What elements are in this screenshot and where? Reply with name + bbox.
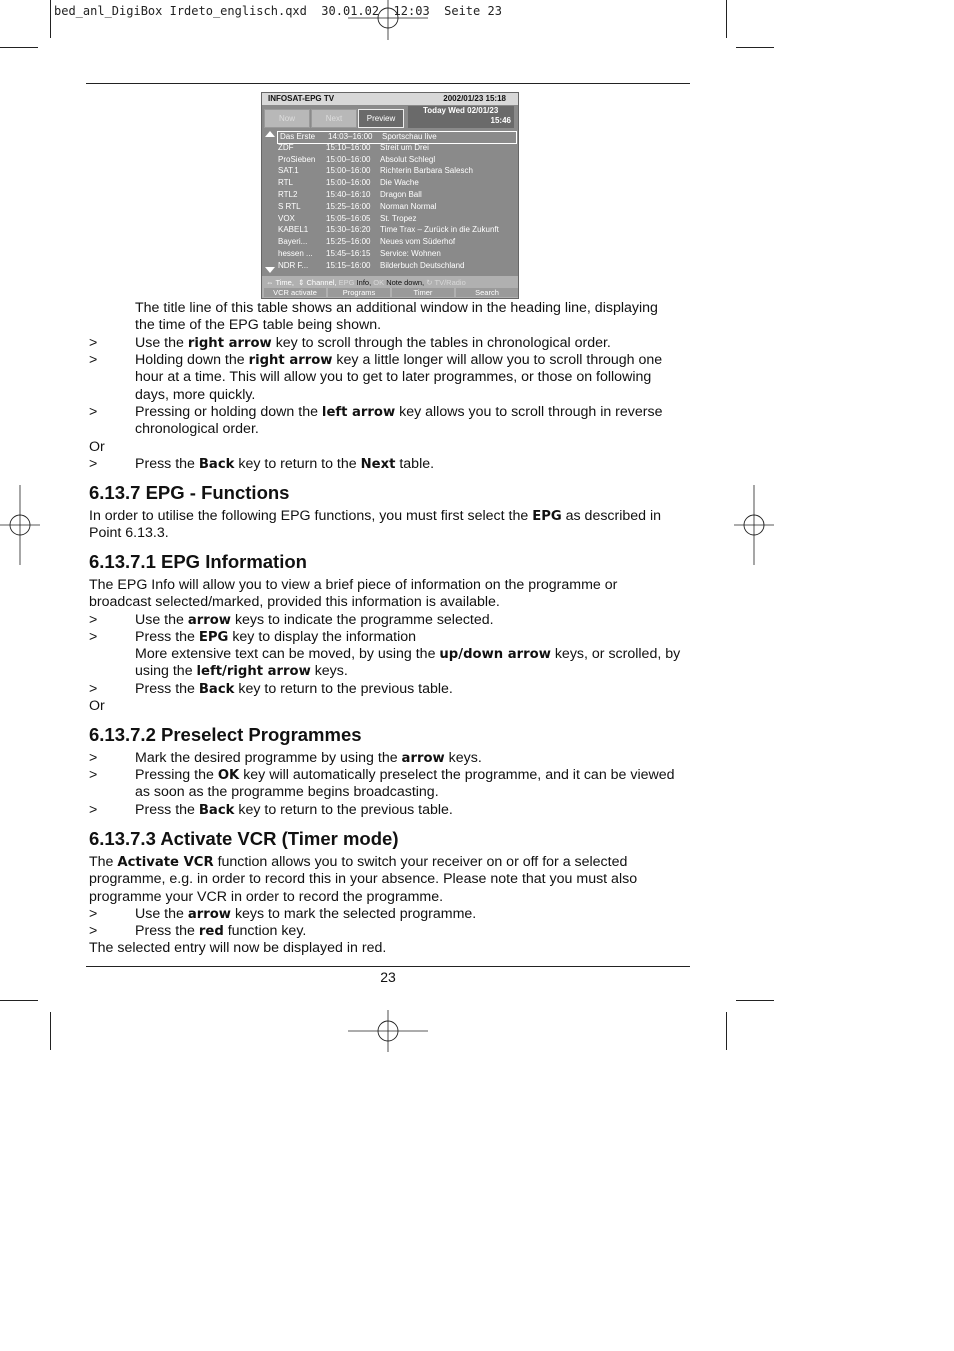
epg-channel-name: KABEL1 — [278, 225, 309, 235]
bullet-text: Press the EPG key to display the information — [135, 629, 417, 645]
file-slug: bed_anl_DigiBox Irdeto_englisch.qxd 30.01.02 12:03 Seite 23 — [54, 4, 502, 18]
epg-channel-name: RTL — [278, 178, 293, 188]
bullet: > — [89, 335, 98, 351]
or-text: Or — [89, 439, 105, 455]
bullet-text: Press the Back key to return to the previous table. — [135, 802, 453, 818]
epg-programme-title: Streit um Drei — [380, 142, 429, 152]
registration-mark-top — [348, 0, 428, 40]
epg-programme-title: Richterin Barbara Salesch — [380, 166, 473, 176]
epg-programme-title: Sportschau live — [382, 132, 437, 141]
bullet-text: Use the right arrow key to scroll through the tables in chronological order. — [135, 335, 611, 351]
bullet-text: Press the red function key. — [135, 923, 307, 939]
bullet: > — [89, 767, 98, 783]
epg-channel-name: Das Erste — [280, 132, 316, 141]
epg-time: 15:25–16:00 — [326, 201, 371, 211]
heading-preselect-programmes: 6.13.7.2 Preselect Programmes — [89, 724, 362, 745]
page-number: 23 — [380, 969, 396, 985]
top-rule — [86, 83, 690, 84]
hint-tvradio: TV/Radio — [434, 278, 466, 287]
bullet: > — [89, 923, 98, 939]
crop-mark — [0, 47, 38, 48]
hint-channel: Channel, — [306, 278, 337, 287]
paragraph: The EPG Info will allow you to view a brief piece of information on the programme or broadcast selected/marked, provided this information is available. — [89, 577, 618, 611]
epg-programme-title: Dragon Ball — [380, 190, 422, 199]
tv-radio-icon: ↻ — [426, 278, 433, 287]
paragraph: In order to utilise the following EPG functions, you must first select the EPG as described in Point 6.13.3. — [89, 508, 662, 542]
epg-channel-name: ProSieben — [278, 154, 316, 164]
epg-row[interactable] — [276, 155, 516, 166]
bullet-text: Use the arrow keys to mark the selected programme. — [135, 906, 477, 922]
epg-row[interactable] — [276, 143, 516, 154]
bullet-text: Use the arrow keys to indicate the programme selected. — [135, 612, 494, 628]
epg-time: 15:25–16:00 — [326, 237, 371, 247]
registration-mark-bottom — [348, 1010, 428, 1052]
bullet: > — [89, 750, 98, 766]
epg-channel-name: SAT.1 — [278, 166, 299, 176]
epg-time: 15:10–16:00 — [326, 142, 371, 152]
epg-function-keys — [262, 288, 518, 298]
epg-time: 15:00–16:00 — [326, 166, 371, 176]
hint-epg: EPG — [338, 278, 355, 287]
crop-mark — [726, 0, 727, 38]
epg-hints — [266, 278, 466, 287]
hint-note: Note down, — [386, 278, 425, 287]
crop-mark — [736, 47, 774, 48]
bullet-text: Mark the desired programme by using the arrow keys. — [135, 750, 482, 766]
epg-row[interactable] — [276, 178, 516, 189]
bullet: > — [89, 629, 98, 645]
epg-channel-name: Bayeri... — [278, 237, 308, 247]
clock-time: 15:46 — [490, 116, 511, 125]
bullet-text: Press the Back key to return to the previous table. — [135, 681, 453, 697]
epg-channel-name: ZDF — [278, 142, 294, 152]
up-down-arrow-icon: ⇕ — [296, 278, 305, 287]
epg-programme-title: Die Wache — [380, 178, 419, 188]
bullet: > — [89, 612, 98, 628]
bullet: > — [89, 404, 98, 420]
epg-clock-window — [408, 106, 514, 128]
epg-time: 15:30–16:20 — [326, 225, 371, 235]
hint-info: Info, — [356, 278, 372, 287]
heading-epg-functions: 6.13.7 EPG - Functions — [89, 482, 290, 503]
epg-screenshot — [261, 92, 519, 299]
bullet-text: Pressing or holding down the left arrow key allows you to scroll through in reverse chronological order. — [135, 404, 663, 438]
epg-title: INFOSAT-EPG TV — [268, 94, 335, 103]
epg-programme-title: Service: Wohnen — [380, 249, 441, 258]
epg-channel-name: S RTL — [278, 201, 301, 211]
crop-mark — [726, 1012, 727, 1050]
epg-channel-name: RTL2 — [278, 190, 298, 199]
epg-row[interactable] — [276, 249, 516, 260]
epg-channel-name: hessen ... — [278, 249, 313, 258]
bullet: > — [89, 352, 98, 368]
bullet-text: Holding down the right arrow key a little longer will allow you to scroll through one hour at a time. This will allow you to get to later programmes, or those on following days, more quickly. — [135, 352, 663, 403]
bullet: > — [89, 906, 98, 922]
epg-time: 15:45–16:15 — [326, 249, 371, 258]
epg-programme-title: Norman Normal — [380, 201, 437, 211]
scroll-down-icon[interactable] — [265, 267, 275, 273]
crop-mark — [736, 1000, 774, 1001]
heading-epg-information: 6.13.7.1 EPG Information — [89, 551, 307, 572]
bullet: > — [89, 456, 98, 472]
epg-datetime: 2002/01/23 15:18 — [443, 94, 506, 103]
paragraph: The Activate VCR function allows you to switch your receiver on or off for a selected programme, e.g. in order to record this in your absence. Please note that you must also programme your VCR in order to record the programme. — [89, 854, 638, 905]
key-vcr-activate[interactable]: VCR activate — [264, 288, 326, 297]
epg-time: 15:05–16:05 — [326, 213, 371, 223]
epg-title-bar — [262, 93, 518, 105]
tab-next[interactable]: Next — [311, 109, 357, 128]
epg-time: 15:00–16:00 — [326, 154, 371, 164]
crop-mark — [50, 1012, 51, 1050]
epg-channel-name: VOX — [278, 213, 295, 223]
heading-activate-vcr: 6.13.7.3 Activate VCR (Timer mode) — [89, 828, 399, 849]
bullet-text: Pressing the OK key will automatically preselect the programme, and it can be viewed as soon as the programme begins broadcasting. — [135, 767, 675, 801]
bullet-continuation: More extensive text can be moved, by using the up/down arrow keys, or scrolled, by using the left/right arrow keys. — [135, 646, 681, 680]
clock-date: Today Wed 02/01/23 — [423, 106, 499, 115]
key-search[interactable]: Search — [456, 288, 518, 297]
registration-mark-right — [734, 485, 774, 565]
key-programs[interactable]: Programs — [328, 288, 390, 297]
key-timer[interactable]: Timer — [392, 288, 454, 297]
epg-programme-title: St. Tropez — [380, 213, 417, 223]
intro-paragraph: The title line of this table shows an additional window in the heading line, displaying the time of the EPG table being shown. — [135, 300, 658, 334]
or-text: Or — [89, 698, 105, 714]
registration-mark-left — [0, 485, 40, 565]
tab-now[interactable]: Now — [264, 109, 310, 128]
epg-time: 15:00–16:00 — [326, 178, 371, 188]
epg-time: 15:15–16:00 — [326, 260, 371, 270]
epg-row[interactable] — [276, 225, 516, 236]
epg-row[interactable] — [276, 237, 516, 248]
epg-row[interactable] — [276, 202, 516, 213]
epg-programme-title: Absolut Schlegl — [380, 154, 436, 164]
tab-preview[interactable]: Preview — [358, 109, 404, 128]
epg-row[interactable] — [276, 261, 516, 272]
epg-channel-name: NDR F... — [278, 260, 309, 270]
scroll-up-icon[interactable] — [265, 131, 275, 137]
bullet-text: Press the Back key to return to the Next table. — [135, 456, 435, 472]
epg-row[interactable] — [276, 214, 516, 225]
epg-programme-title: Bilderbuch Deutschland — [380, 260, 465, 270]
epg-programme-title: Neues vom Süderhof — [380, 237, 456, 247]
epg-help-bar — [262, 276, 518, 298]
epg-programme-title: Time Trax – Zurück in die Zukunft — [380, 225, 499, 235]
crop-mark — [50, 0, 51, 38]
epg-row[interactable] — [276, 166, 516, 177]
paragraph: The selected entry will now be displayed in red. — [89, 940, 387, 956]
bullet: > — [89, 681, 98, 697]
bullet: > — [89, 802, 98, 818]
hint-ok: OK — [373, 278, 385, 287]
epg-row[interactable] — [276, 190, 516, 201]
crop-mark — [0, 1000, 38, 1001]
left-right-arrow-icon: ⇔ — [266, 278, 274, 287]
epg-time: 14:03–16:00 — [328, 132, 373, 141]
bottom-rule — [86, 966, 690, 967]
epg-time: 15:40–16:10 — [326, 190, 371, 199]
hint-time: Time, — [275, 278, 294, 287]
